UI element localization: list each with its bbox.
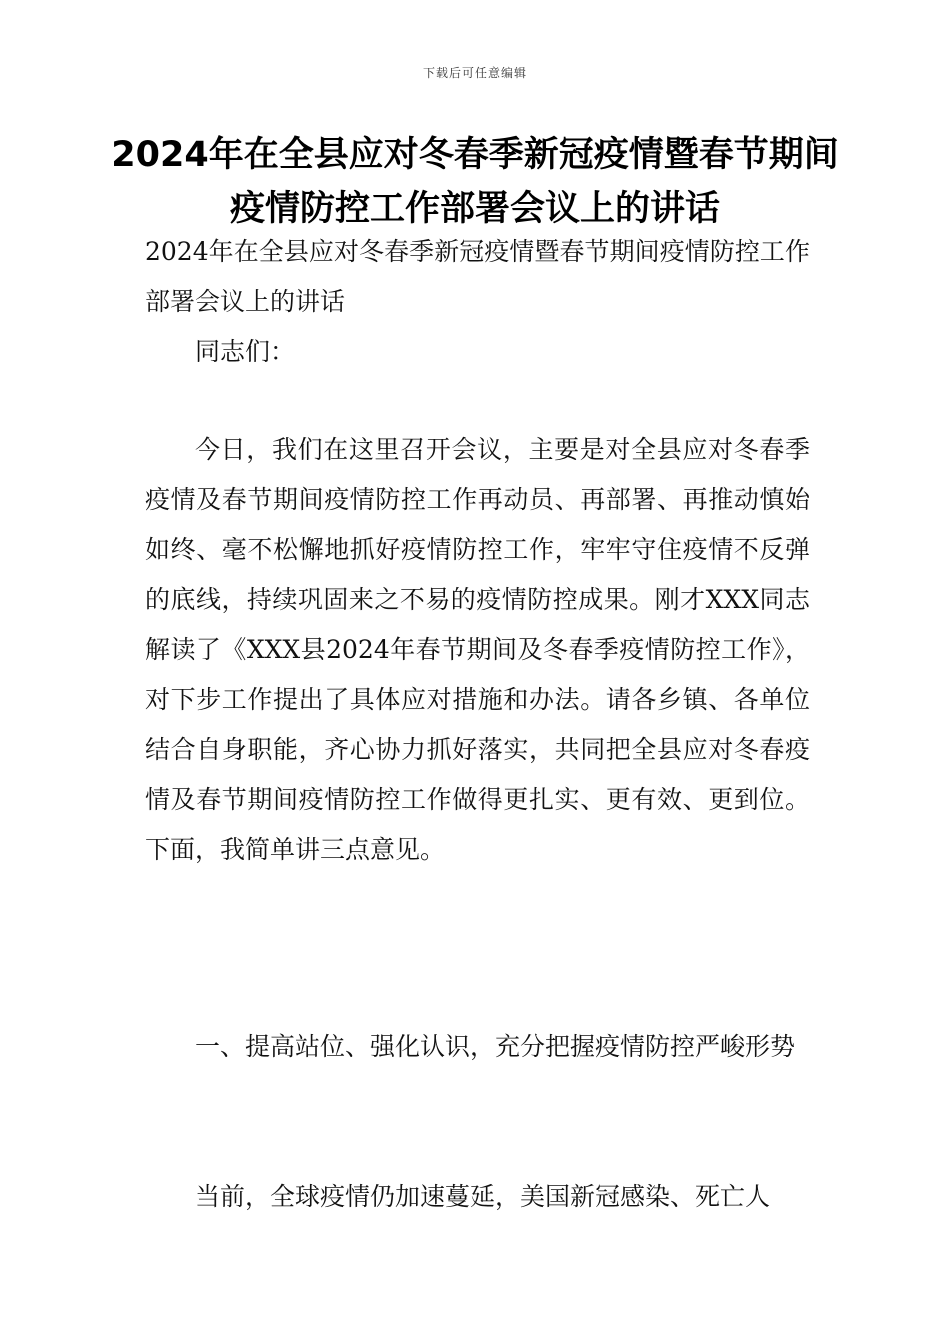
- section-heading-1: 一、提高站位、强化认识，充分把握疫情防控严峻形势: [195, 1032, 796, 1061]
- document-title: 2024年在全县应对冬春季新冠疫情暨春节期间疫情防控工作部署会议上的讲话: [111, 135, 839, 229]
- paragraph-opening: 今日，我们在这里召开会议，主要是对全县应对冬春季疫情及春节期间疫情防控工作再动员、再部署、再推动慎始如终、毫不松懈地抓好疫情防控工作，牢牢守住疫情不反弹的底线，持续巩固来之不易的疫情防控成果。刚才XXX同志解读了《XXX县2024年春节期间及冬春季疫情防控工作》，对下步工作提出了具体应对措施和办法。请各乡镇、各单位结合自身职能，齐心协力抓好落实，共同把全县应对冬春疫情及春节期间疫情防控工作做得更扎实、更有效、更到位。下面，我简单讲三点意见。: [145, 435, 810, 864]
- salutation: 同志们：: [195, 337, 296, 366]
- paragraph-situation: 当前，全球疫情仍加速蔓延，美国新冠感染、死亡人: [195, 1182, 771, 1211]
- download-note: 下载后可任意编辑: [422, 66, 527, 80]
- document-subtitle: 2024年在全县应对冬春季新冠疫情暨春节期间疫情防控工作部署会议上的讲话: [145, 237, 810, 316]
